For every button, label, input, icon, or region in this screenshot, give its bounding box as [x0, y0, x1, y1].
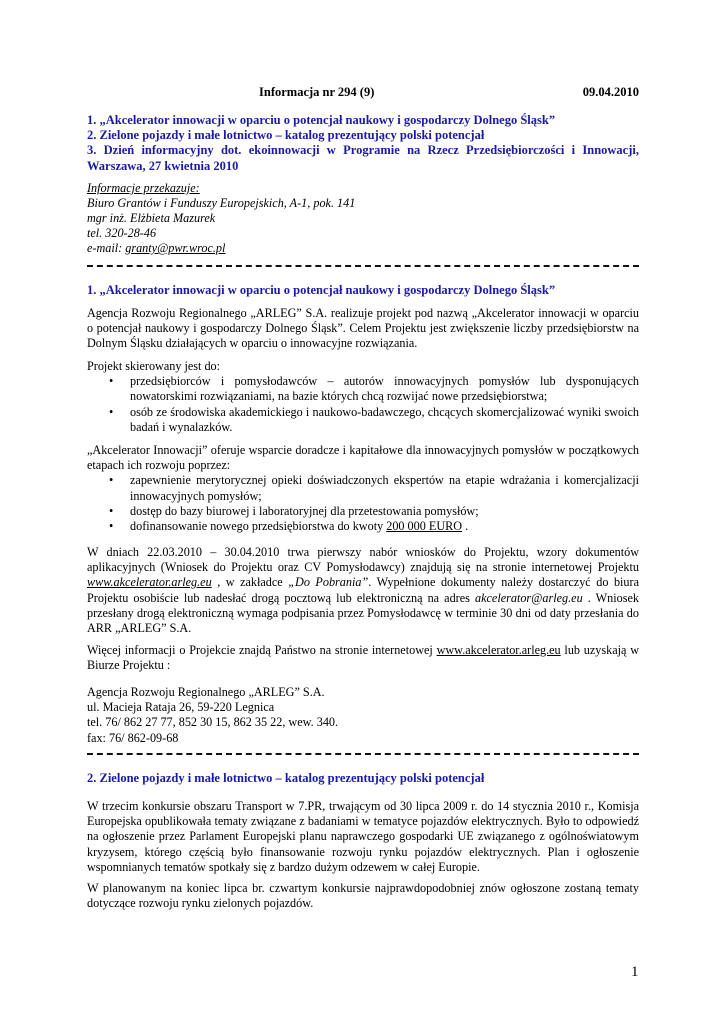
toc-item[interactable]: 1. „Akcelerator innowacji w oparciu o potencjał naukowy i gospodarczy Dolnego Śląsk”	[87, 113, 556, 127]
list-item: • dofinansowanie nowego przedsiębiorstwa do kwoty 200 000 EURO .	[109, 519, 469, 534]
contact-info	[87, 181, 355, 256]
section2-title: 2. Zielone pojazdy i małe lotnictwo – katalog prezentujący polski potencjał	[87, 771, 485, 785]
targets-label: Projekt skierowany jest do:	[87, 359, 221, 373]
contact-email-line	[87, 241, 355, 256]
offers-list	[87, 473, 639, 534]
table-of-contents	[87, 113, 639, 174]
project-website-link[interactable]: www.akcelerator.arleg.eu	[87, 575, 212, 590]
list-item: • przedsiębiorców i pomysłodawców – autorów innowacyjnych pomysłów lub dysponujących nowatorskimi rozwiązaniami, na bazie których chcą rozwijać nowe przedsiębiorstwa;	[109, 374, 639, 404]
project-address	[87, 685, 639, 746]
contact-tel: tel. 320-28-46	[87, 226, 157, 240]
section1-more-info	[87, 643, 639, 673]
more-info-website-link[interactable]: www.akcelerator.arleg.eu	[436, 643, 561, 657]
section2-para1	[87, 799, 639, 875]
address-line: fax: 76/ 862-09-68	[87, 730, 179, 745]
section1-offers	[87, 443, 639, 534]
toc-item[interactable]: 2. Zielone pojazdy i małe lotnictwo – katalog prezentujący polski potencjał	[87, 128, 485, 143]
section-separator	[87, 753, 639, 755]
list-item: • zapewnienie merytorycznej opieki doświadczonych ekspertów na etapie wdrażania i komercjalizacji innowacyjnych pomysłów;	[109, 473, 639, 503]
list-item: • osób ze środowiska akademickiego i naukowo-badawczego, chcących skomercjalizować wyniki swoich badań i wynalazków.	[109, 404, 639, 434]
contact-label: Informacje przekazuje:	[87, 181, 200, 195]
project-email-link[interactable]: akcelerator@arleg.eu	[475, 590, 583, 605]
bullet-icon: •	[109, 519, 114, 534]
more-info-text: Więcej informacji o Projekcie znajdą Państwo na stronie internetowej www.akcelerator.arleg.eu lub uzyskają w Biurze Projektu :	[87, 643, 639, 673]
page-number: 1	[631, 964, 639, 980]
bullet-icon: •	[109, 473, 114, 488]
recruitment-text: W dniach 22.03.2010 – 30.04.2010 trwa pierwszy nabór wniosków do Projektu, wzory dokumentów aplikacyjnych (Wniosek do Projektu oraz CV Pomysłodawcy) znajdują się na stronie internetowej Projektu www.akcelerator.arleg.eu , w zakładce „Do Pobrania”. Wypełnione dokumenty należy dostarczyć do biura Projektu osobiście lub nadesłać drogą pocztową lub elektroniczną na adres akcelerator@arleg.eu . Wniosek przesłany drogą elektroniczną wymaga podpisania przez Pomysłodawcę w terminie 30 dni od daty przesłania do ARR „ARLEG” S.A.	[87, 545, 640, 636]
section1-targets	[87, 359, 639, 435]
section2-para1-text: W trzecim konkursie obszaru Transport w 7.PR, trwającym od 30 lipca 2009 r. do 14 stycznia 2010 r., Komisja Europejska opublikowała tematy związane z badaniami w tematyce pojazdów elektrycznych. Było to odpowiedź na ogłoszenie przez Parlament Europejski planu naprawczego gospodarki UE związanego z ogólnoświatowym kryzysem, którego częścią było finansowanie rozwoju rynku pojazdów elektrycznych. Plan i ogłoszenie wspomnianych tematów spotkały się z bardzo dużym odzewem w całej Europie.	[87, 799, 639, 874]
toc-item[interactable]: 3. Dzień informacyjny dot. ekoinnowacji w Programie na Rzecz Przedsiębiorczości i Innowacji, Warszawa, 27 kwietnia 2010	[87, 143, 639, 173]
address-line: Agencja Rozwoju Regionalnego „ARLEG” S.A.	[87, 685, 325, 699]
bullet-icon: •	[109, 404, 114, 419]
offers-label: „Akcelerator Innowacji” oferuje wsparcie doradcze i kapitałowe dla innowacyjnych pomysłów w początkowych etapach ich rozwoju poprzez:	[87, 443, 639, 473]
targets-list	[87, 374, 639, 435]
contact-office: Biuro Grantów i Funduszy Europejskich, A-1, pok. 141	[87, 196, 356, 210]
section1-intro-text: Agencja Rozwoju Regionalnego „ARLEG” S.A. realizuje projekt pod nazwą „Akcelerator innowacji w oparciu o potencjał naukowy i gospodarczy Dolnego Śląsk”. Celem Projektu jest zwiększenie liczby przedsiębiorstw na Dolnym Śląsku działających w oparciu o innowacyjne rozwiązania.	[87, 306, 639, 351]
section1-title: 1. „Akcelerator innowacji w oparciu o potencjał naukowy i gospodarczy Dolnego Śląsk”	[87, 283, 556, 297]
address-line: ul. Macieja Rataja 26, 59-220 Legnica	[87, 700, 275, 715]
section2-para2-text: W planowanym na koniec lipca br. czwartym konkursie najprawdopodobniej znów ogłoszone zostaną tematy dotyczące rozwoju rynku zielonych pojazdów.	[87, 881, 639, 911]
bullet-icon: •	[109, 374, 114, 389]
section1-recruitment	[87, 545, 639, 636]
section2-para2	[87, 881, 639, 911]
section-separator	[87, 265, 639, 267]
info-date: 09.04.2010	[582, 85, 639, 99]
funding-amount: 200 000 EURO	[386, 519, 463, 534]
section1-intro	[87, 306, 639, 352]
contact-email-prefix: e-mail:	[87, 241, 126, 255]
contact-person: mgr inż. Elżbieta Mazurek	[87, 211, 216, 225]
list-item: • dostęp do bazy biurowej i laboratoryjnej dla przetestowania pomysłów;	[109, 503, 479, 518]
info-number: Informacja nr 294 (9)	[259, 85, 375, 99]
address-line: tel. 76/ 862 27 77, 852 30 15, 862 35 22, wew. 340.	[87, 715, 339, 730]
download-tab-name: „Do Pobrania”	[288, 575, 369, 590]
bullet-icon: •	[109, 503, 114, 518]
contact-email-link[interactable]: granty@pwr.wroc.pl	[125, 241, 226, 255]
